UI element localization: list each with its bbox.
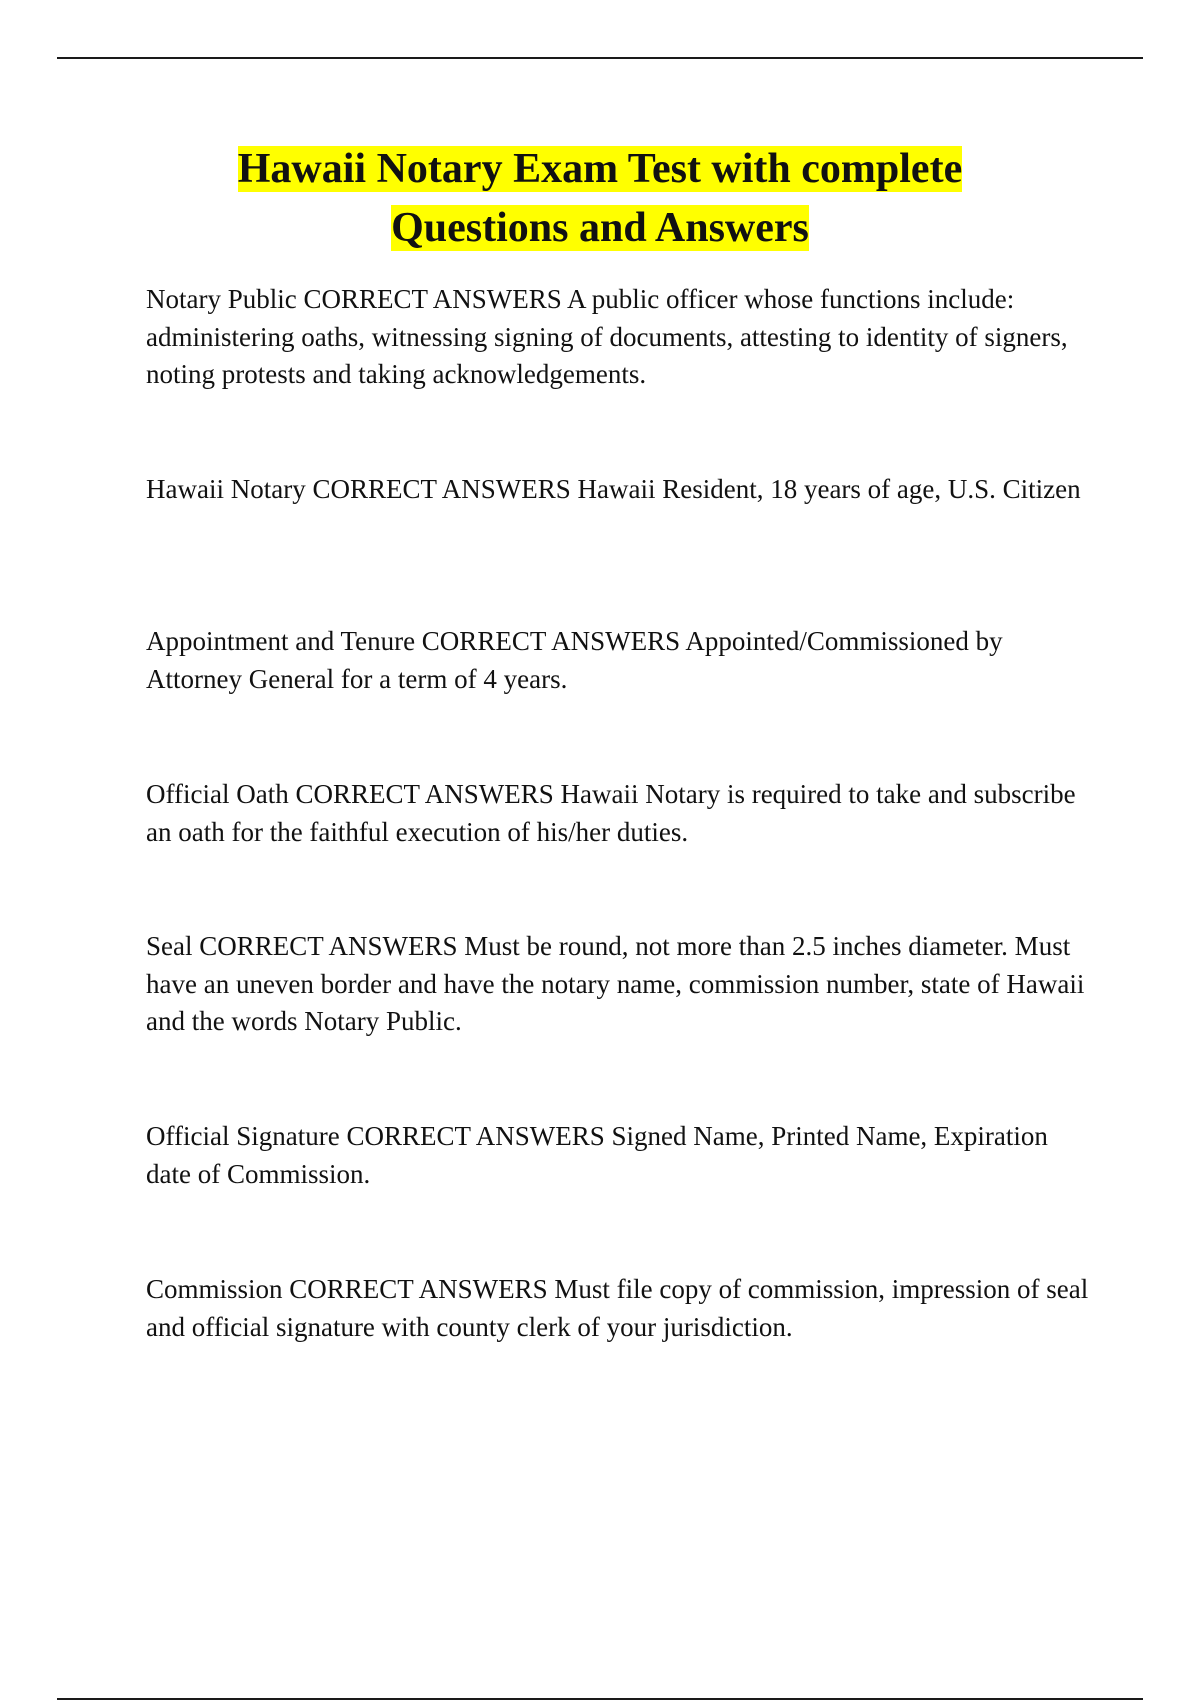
qa-item-official-oath: Official Oath CORRECT ANSWERS Hawaii Notary is required to take and subscribe an oath for the faithful execution of his/her duties. xyxy=(146,779,1076,847)
document-title-line-1: Hawaii Notary Exam Test with complete xyxy=(237,146,963,192)
qa-item-appointment-tenure: Appointment and Tenure CORRECT ANSWERS Appointed/Commissioned by Attorney General for a term of 4 years. xyxy=(146,626,1003,694)
document-title-line-2: Questions and Answers xyxy=(391,205,809,251)
top-divider xyxy=(57,57,1143,59)
qa-item-commission: Commission CORRECT ANSWERS Must file copy of commission, impression of seal and official signature with county clerk of your jurisdiction. xyxy=(146,1274,1089,1342)
document-title xyxy=(100,140,1100,258)
qa-item-seal: Seal CORRECT ANSWERS Must be round, not more than 2.5 inches diameter. Must have an uneven border and have the notary name, commission number, state of Hawaii and the words Notary Public. xyxy=(146,931,1085,1036)
qa-item-official-signature: Official Signature CORRECT ANSWERS Signed Name, Printed Name, Expiration date of Commission. xyxy=(146,1121,1048,1189)
qa-item-notary-public: Notary Public CORRECT ANSWERS A public officer whose functions include: administering oaths, witnessing signing of documents, attesting to identity of signers, noting protests and taking acknowledgements. xyxy=(146,284,1068,389)
qa-item-hawaii-notary: Hawaii Notary CORRECT ANSWERS Hawaii Resident, 18 years of age, U.S. Citizen xyxy=(146,474,1081,504)
